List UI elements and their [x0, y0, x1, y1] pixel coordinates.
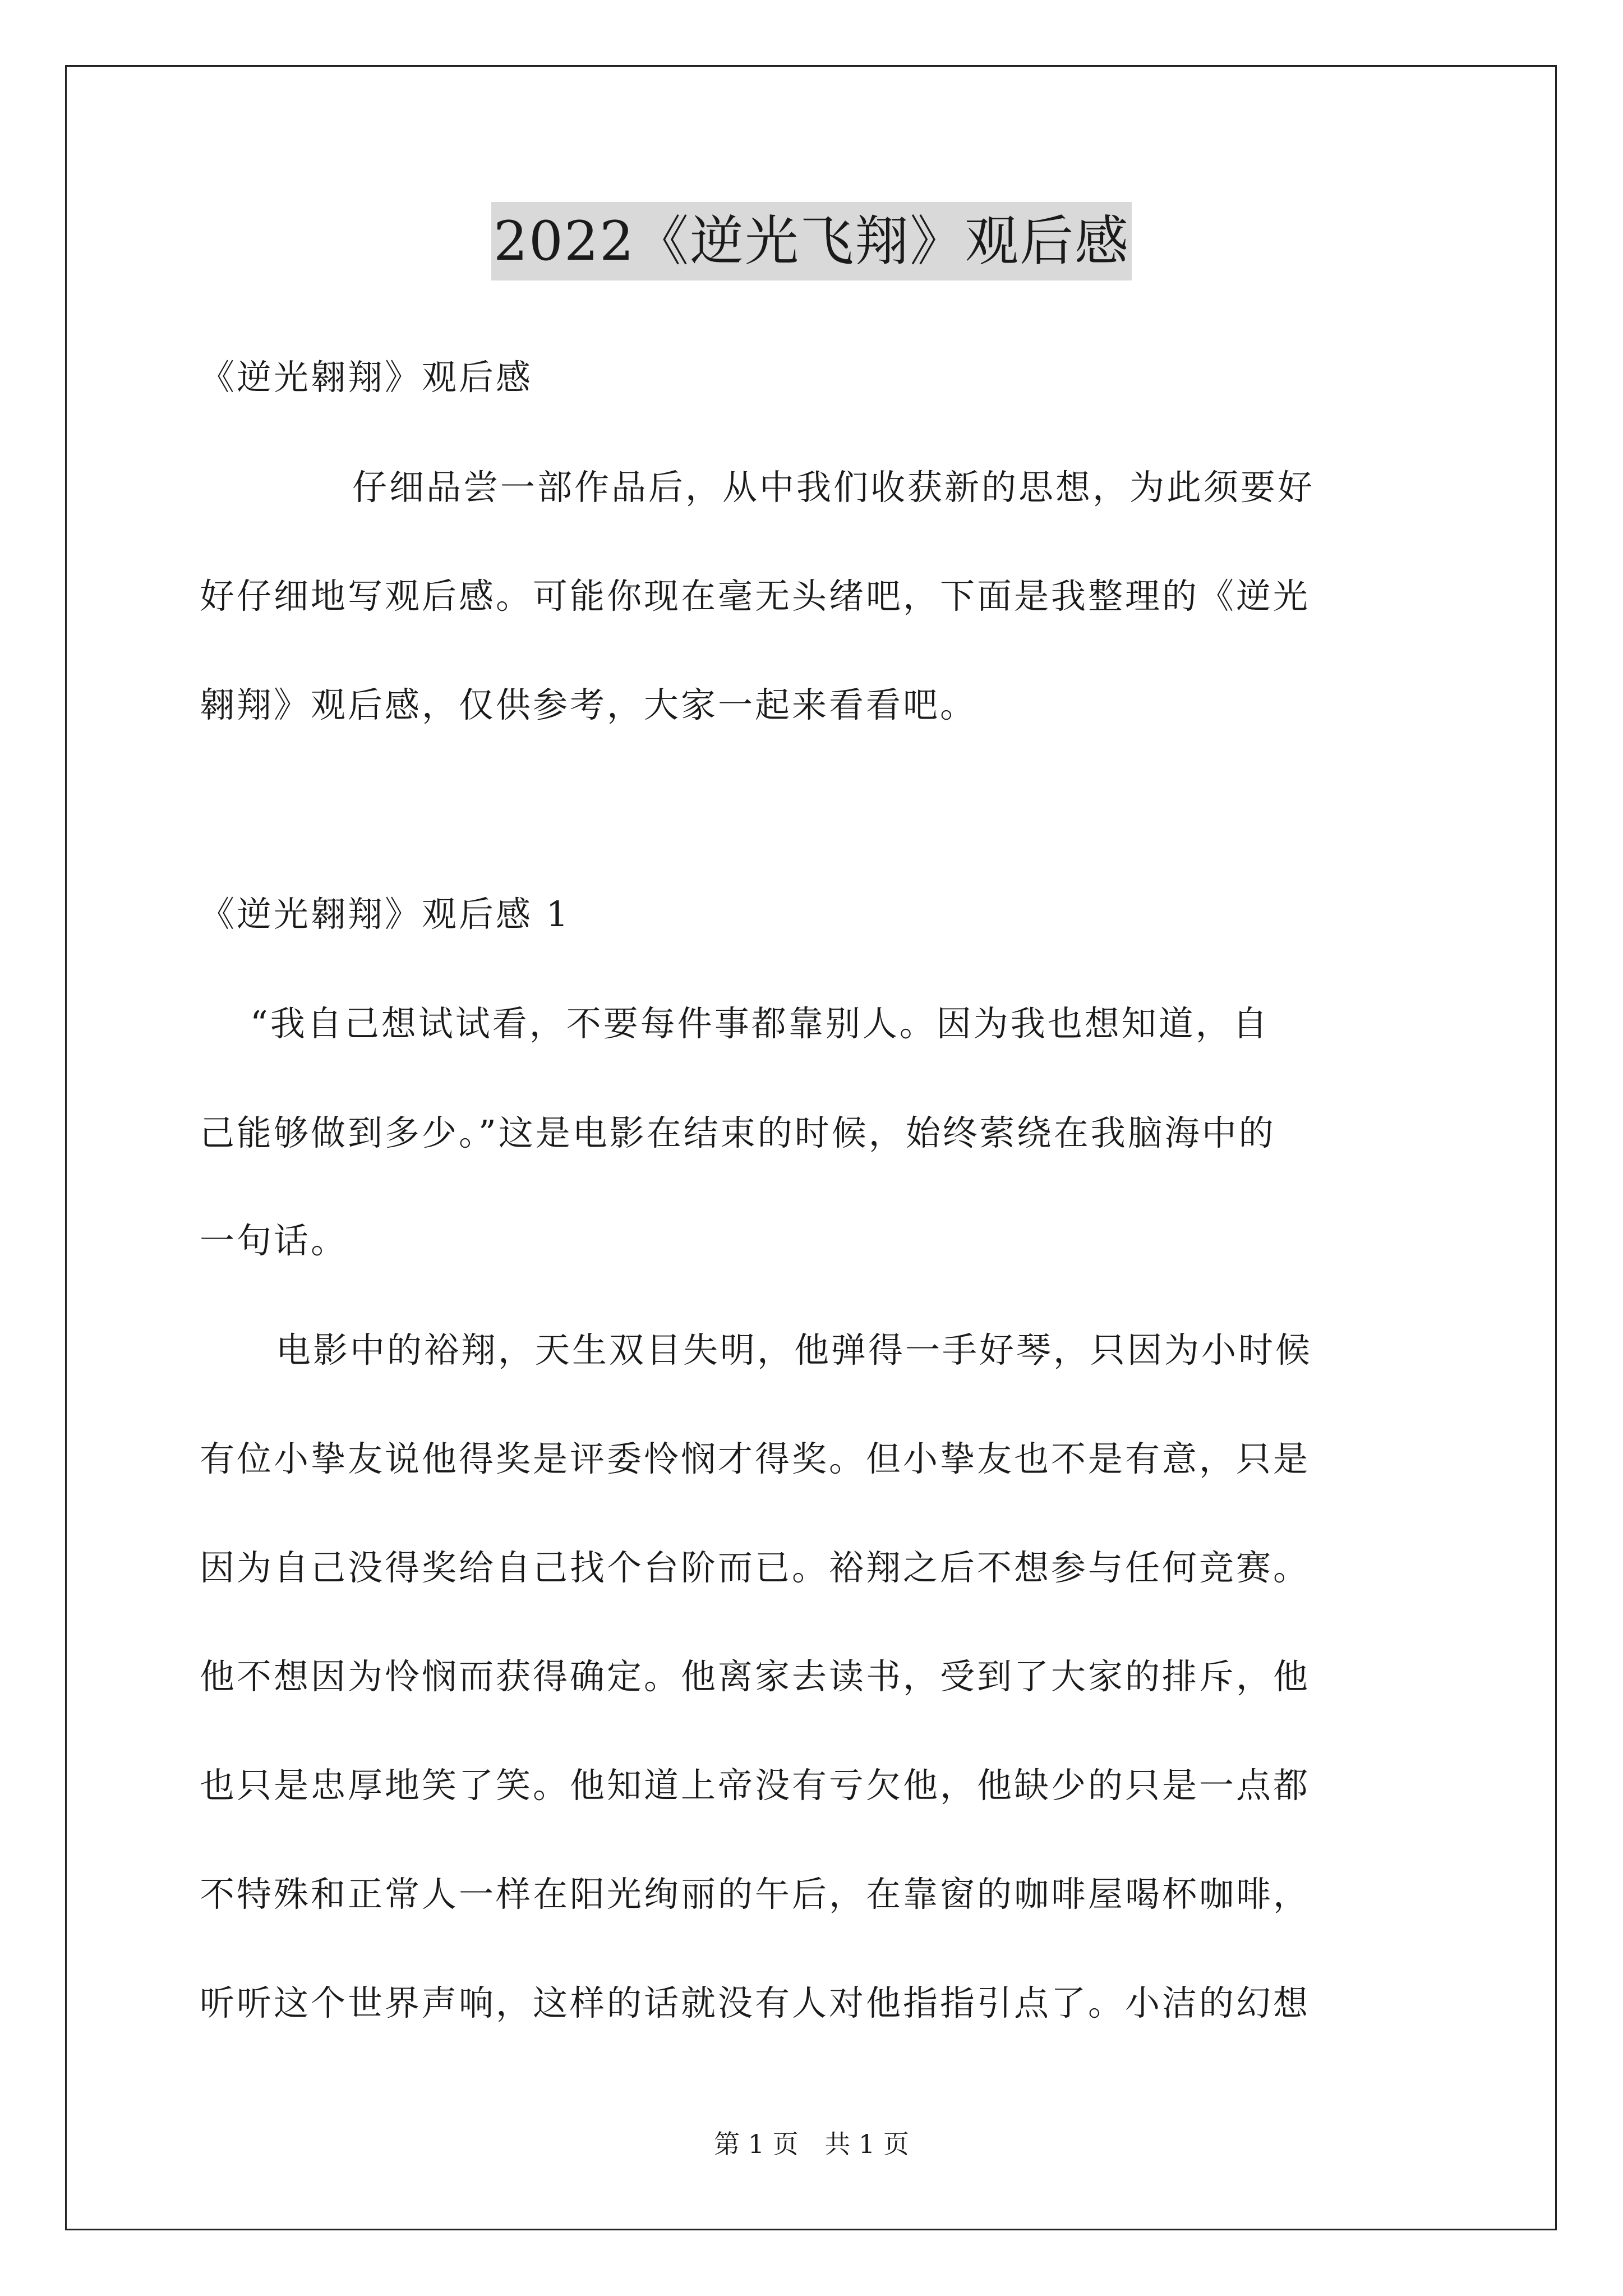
body-line: 听听这个世界声响，这样的话就没有人对他指指引点了。小洁的幻想	[200, 1982, 1311, 2023]
page-number: 第 1 页	[714, 2129, 799, 2159]
page-total: 共 1 页	[824, 2129, 909, 2159]
intro-line: 翱翔》观后感，仅供参考，大家一起来看看吧。	[200, 684, 978, 725]
title-container	[0, 202, 1623, 280]
body-line: 不特殊和正常人一样在阳光绚丽的午后，在靠窗的咖啡屋喝杯咖啡，	[200, 1874, 1311, 1915]
body-line: 有位小挚友说他得奖是评委怜悯才得奖。但小挚友也不是有意，只是	[200, 1438, 1311, 1479]
page-footer	[0, 2127, 1623, 2161]
body-line: 因为自己没得奖给自己找个台阶而已。裕翔之后不想参与任何竞赛。	[200, 1547, 1311, 1588]
section-heading: 《逆光翱翔》观后感 1	[200, 894, 571, 935]
quote-line: 己能够做到多少。”这是电影在结束的时候，始终萦绕在我脑海中的	[200, 1112, 1276, 1153]
body-line: 也只是忠厚地笑了笑。他知道上帝没有亏欠他，他缺少的只是一点都	[200, 1765, 1311, 1806]
intro-line: 仔细品尝一部作品后，从中我们收获新的思想，为此须要好	[352, 467, 1315, 508]
quote-line: “我自己想试试看，不要每件事都靠别人。因为我也想知道，自	[250, 1003, 1270, 1044]
body-line: 他不想因为怜悯而获得确定。他离家去读书，受到了大家的排斥，他	[200, 1656, 1311, 1697]
subtitle: 《逆光翱翔》观后感	[200, 357, 533, 398]
document-title: 2022《逆光飞翔》观后感	[491, 202, 1132, 280]
body-line: 电影中的裕翔，天生双目失明，他弹得一手好琴，只因为小时候	[276, 1329, 1313, 1370]
quote-line: 一句话。	[200, 1220, 348, 1261]
intro-line: 好仔细地写观后感。可能你现在毫无头绪吧，下面是我整理的《逆光	[200, 576, 1311, 616]
